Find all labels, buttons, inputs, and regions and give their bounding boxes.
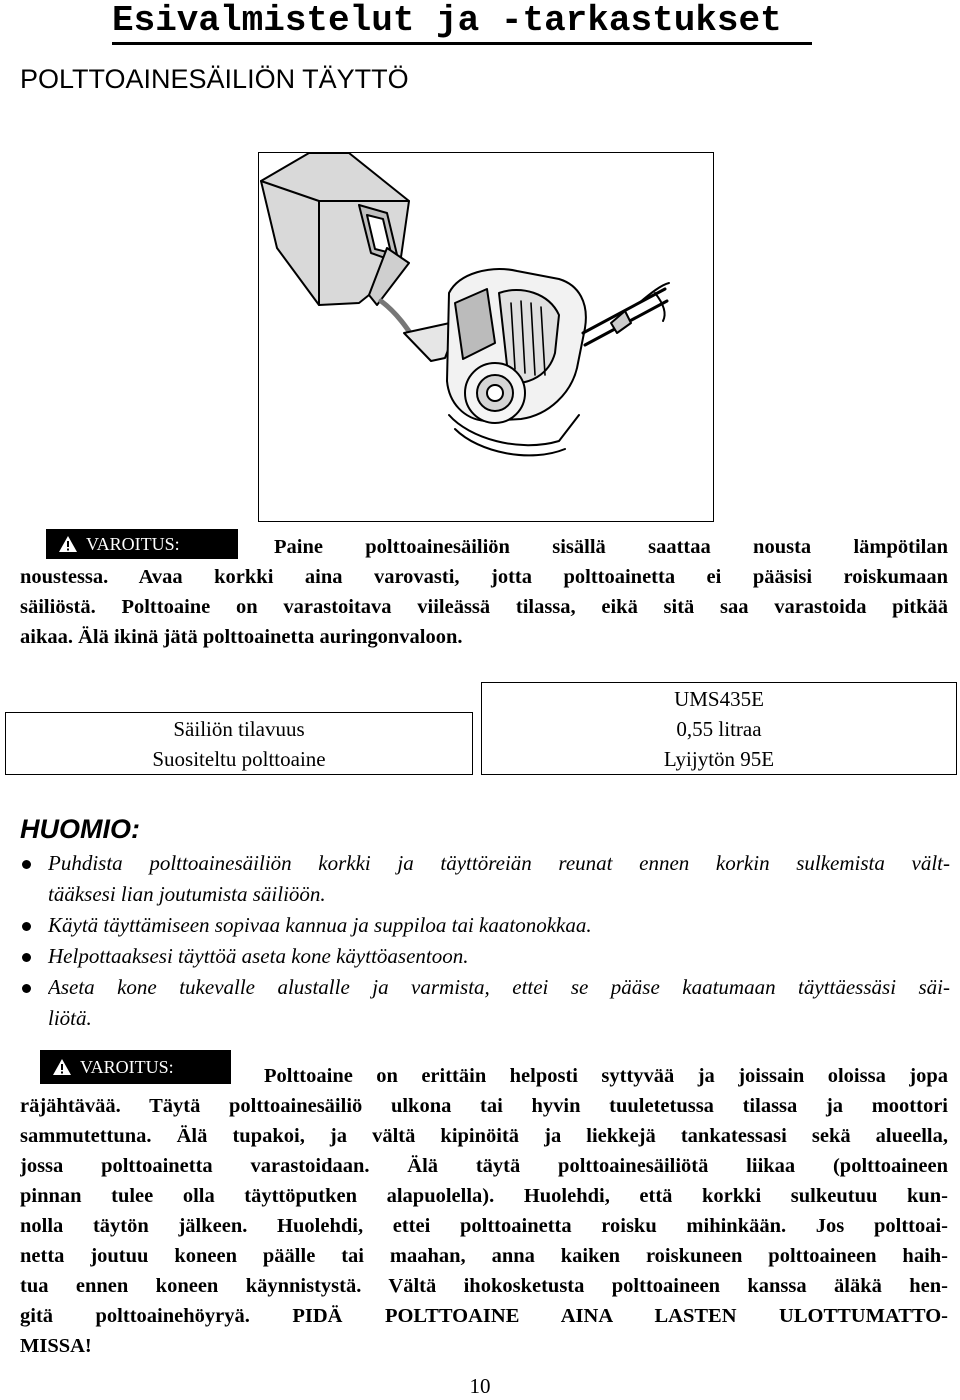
spec-label-fuel: Suositeltu polttoaine (152, 747, 326, 771)
warning-line: pinnan tulee olla täyttöputken alapuolella). Huolehdi, että korkki sulkeutuu kun- (20, 1185, 948, 1207)
spec-model: UMS435E (674, 687, 764, 711)
notes-list (20, 848, 950, 1034)
bullet-icon (22, 953, 31, 962)
bullet-icon (22, 860, 31, 869)
warning-line: tua ennen koneen käynnistystä. Vältä ihokosketusta polttoaineen kanssa äläkä hen- (20, 1275, 948, 1297)
warning-badge-label: VAROITUS: (80, 1056, 174, 1077)
note-line: Helpottaaksesi täyttöä aseta kone käyttöasentoon. (48, 944, 469, 968)
note-line: Käytä täyttämiseen sopivaa kannua ja suppiloa tai kaatonokkaa. (48, 913, 592, 937)
fuel-can-pouring-illustration (259, 153, 712, 520)
spec-label-capacity: Säiliön tilavuus (173, 717, 305, 741)
list-item (20, 848, 950, 910)
warning-line: sammutettuna. Älä tupakoi, ja vältä kipinöitä ja liekkejä tankatessasi sekä alueella, (20, 1125, 948, 1147)
list-item (20, 910, 950, 941)
spec-value-cell (481, 682, 957, 775)
list-item (20, 941, 950, 972)
bullet-icon (22, 922, 31, 931)
note-line: liötä. (48, 1006, 92, 1030)
note-line: Puhdista polttoainesäiliön korkki ja täyttöreiän reunat ennen korkin sulkemista vält- (48, 851, 950, 875)
page-title: Esivalmistelut ja -tarkastukset (112, 0, 812, 45)
spec-label-cell (5, 712, 473, 775)
warning-text-1 (20, 532, 948, 652)
warning-line: noustessa. Avaa korkki aina varovasti, jotta polttoainetta ei pääsisi roiskumaan (20, 566, 948, 588)
warning-line: säiliöstä. Polttoaine on varastoitava viileässä tilassa, eikä sitä saa varastoida pitkää (20, 596, 948, 618)
warning-line: nolla täytön jälkeen. Huolehdi, ettei polttoainetta roisku mihinkään. Jos polttoai- (20, 1215, 948, 1237)
warning-line: aikaa. Älä ikinä jätä polttoainetta auringonvaloon. (20, 626, 463, 648)
list-item (20, 972, 950, 1034)
warning-badge-label: VAROITUS: (86, 533, 180, 554)
warning-line: Polttoaine on erittäin helposti syttyvää ja joissain oloissa jopa (264, 1065, 948, 1087)
warning-line: jossa polttoainetta varastoidaan. Älä täytä polttoainesäiliötä liikaa (polttoaineen (20, 1155, 948, 1177)
warning-line: Paine polttoainesäiliön sisällä saattaa nousta lämpötilan (274, 536, 948, 558)
bullet-icon (22, 984, 31, 993)
note-line: tääksesi lian joutumista säiliöön. (48, 882, 326, 906)
page-number: 10 (469, 1374, 491, 1398)
spec-value-fuel: Lyijytön 95E (663, 747, 775, 771)
notes-heading: HUOMIO: (20, 814, 140, 844)
warning-text-2 (20, 1061, 948, 1361)
fuel-filling-figure (258, 152, 714, 522)
warning-line: räjähtävää. Täytä polttoainesäiliö ulkona tai hyvin tuuletetussa tilassa ja moottori (20, 1095, 948, 1117)
warning-line: MISSA! (20, 1335, 92, 1357)
warning-line: netta joutuu koneen päälle tai maahan, anna kaiken roiskuneen polttoaineen haih- (20, 1245, 948, 1267)
spec-value-capacity: 0,55 litraa (676, 717, 762, 741)
section-title: POLTTOAINESÄILIÖN TÄYTTÖ (20, 64, 409, 94)
note-line: Aseta kone tukevalle alustalle ja varmista, ettei se pääse kaatumaan täyttäessäsi säi- (48, 975, 950, 999)
warning-line: gitä polttoainehöyryä. PIDÄ POLTTOAINE AINA LASTEN ULOTTUMATTO- (20, 1305, 948, 1327)
spec-table (5, 682, 957, 776)
